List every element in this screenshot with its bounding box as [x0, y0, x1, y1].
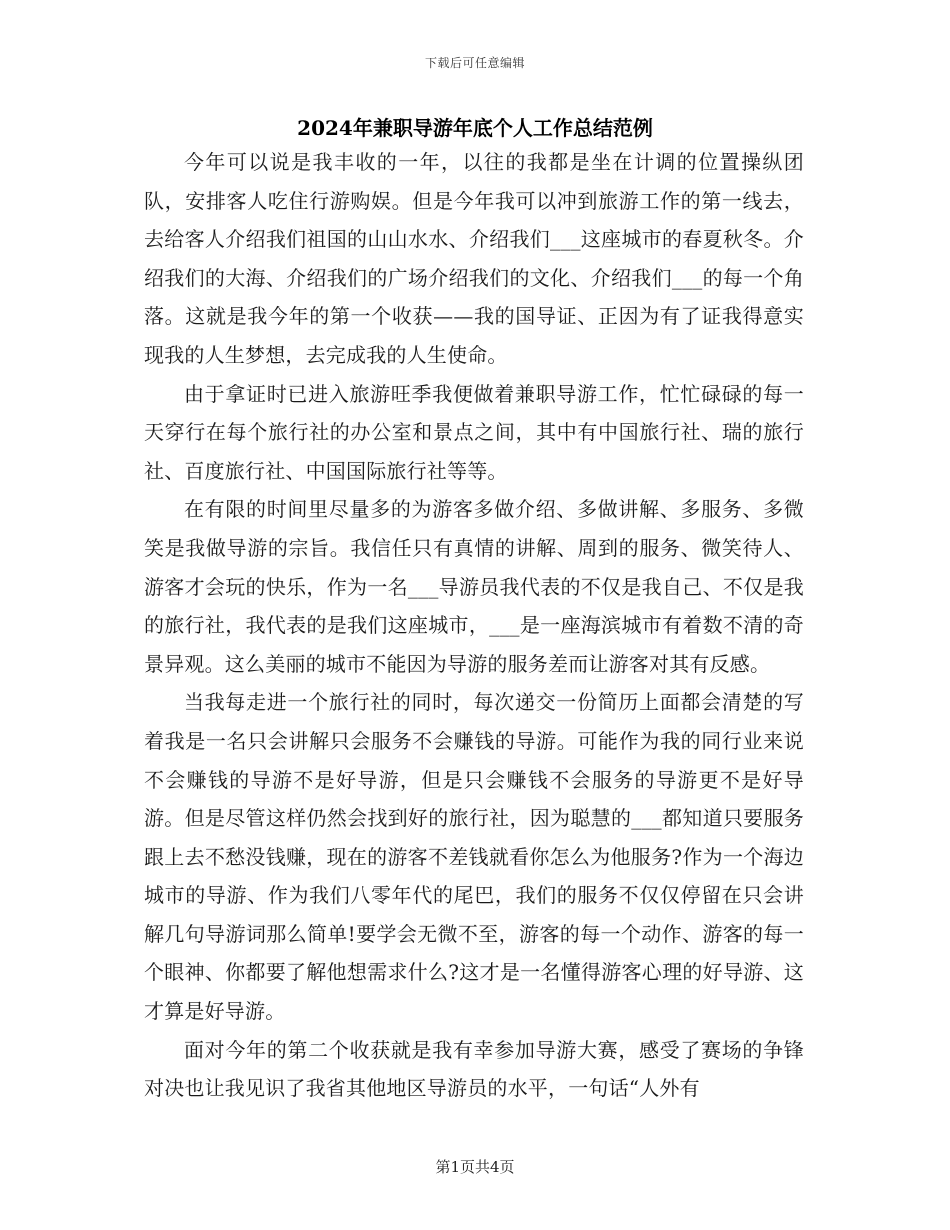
- document-title: 2024年兼职导游年底个人工作总结范例: [297, 116, 653, 140]
- paragraph: 今年可以说是我丰收的一年，以往的我都是坐在计调的位置操纵团队，安排客人吃住行游购娱。但是今年我可以冲到旅游工作的第一线去，去给客人介绍我们祖国的山山水水、介绍我们___这座城市的春夏秋冬。介绍我们的大海、介绍我们的广场介绍我们的文化、介绍我们___的每一个角落。这就是我今年的第一个收获——我的国导证、正因为有了证我得意实现我的人生梦想，去完成我的人生使命。: [144, 150, 804, 367]
- page-number-footer: 第1页共4页: [435, 1158, 515, 1176]
- document-body: [144, 143, 804, 1108]
- header-note: 下载后可任意编辑: [424, 56, 525, 70]
- paragraph: 面对今年的第二个收获就是我有幸参加导游大赛，感受了赛场的争锋对决也让我见识了我省其他地区导游员的水平，一句话“人外有: [144, 1037, 804, 1101]
- paragraph: 在有限的时间里尽量多的为游客多做介绍、多做讲解、多服务、多微笑是我做导游的宗旨。我信任只有真情的讲解、周到的服务、微笑待人、游客才会玩的快乐，作为一名___导游员我代表的不仅是我自己、不仅是我的旅行社，我代表的是我们这座城市，___是一座海滨城市有着数不清的奇景异观。这么美丽的城市不能因为导游的服务差而让游客对其有反感。: [144, 497, 804, 676]
- paragraph: 当我每走进一个旅行社的同时，每次递交一份简历上面都会清楚的写着我是一名只会讲解只会服务不会赚钱的导游。可能作为我的同行业来说不会赚钱的导游不是好导游，但是只会赚钱不会服务的导游更不是好导游。但是尽管这样仍然会找到好的旅行社，因为聪慧的___都知道只要服务跟上去不愁没钱赚，现在的游客不差钱就看你怎么为他服务?作为一个海边城市的导游、作为我们八零年代的尾巴，我们的服务不仅仅停留在只会讲解几句导游词那么简单!要学会无微不至，游客的每一个动作、游客的每一个眼神、你都要了解他想需求什么?这才是一名懂得游客心理的好导游、这才算是好导游。: [144, 690, 804, 1024]
- paragraph: 由于拿证时已进入旅游旺季我便做着兼职导游工作，忙忙碌碌的每一天穿行在每个旅行社的办公室和景点之间，其中有中国旅行社、瑞的旅行社、百度旅行社、中国国际旅行社等等。: [144, 381, 804, 483]
